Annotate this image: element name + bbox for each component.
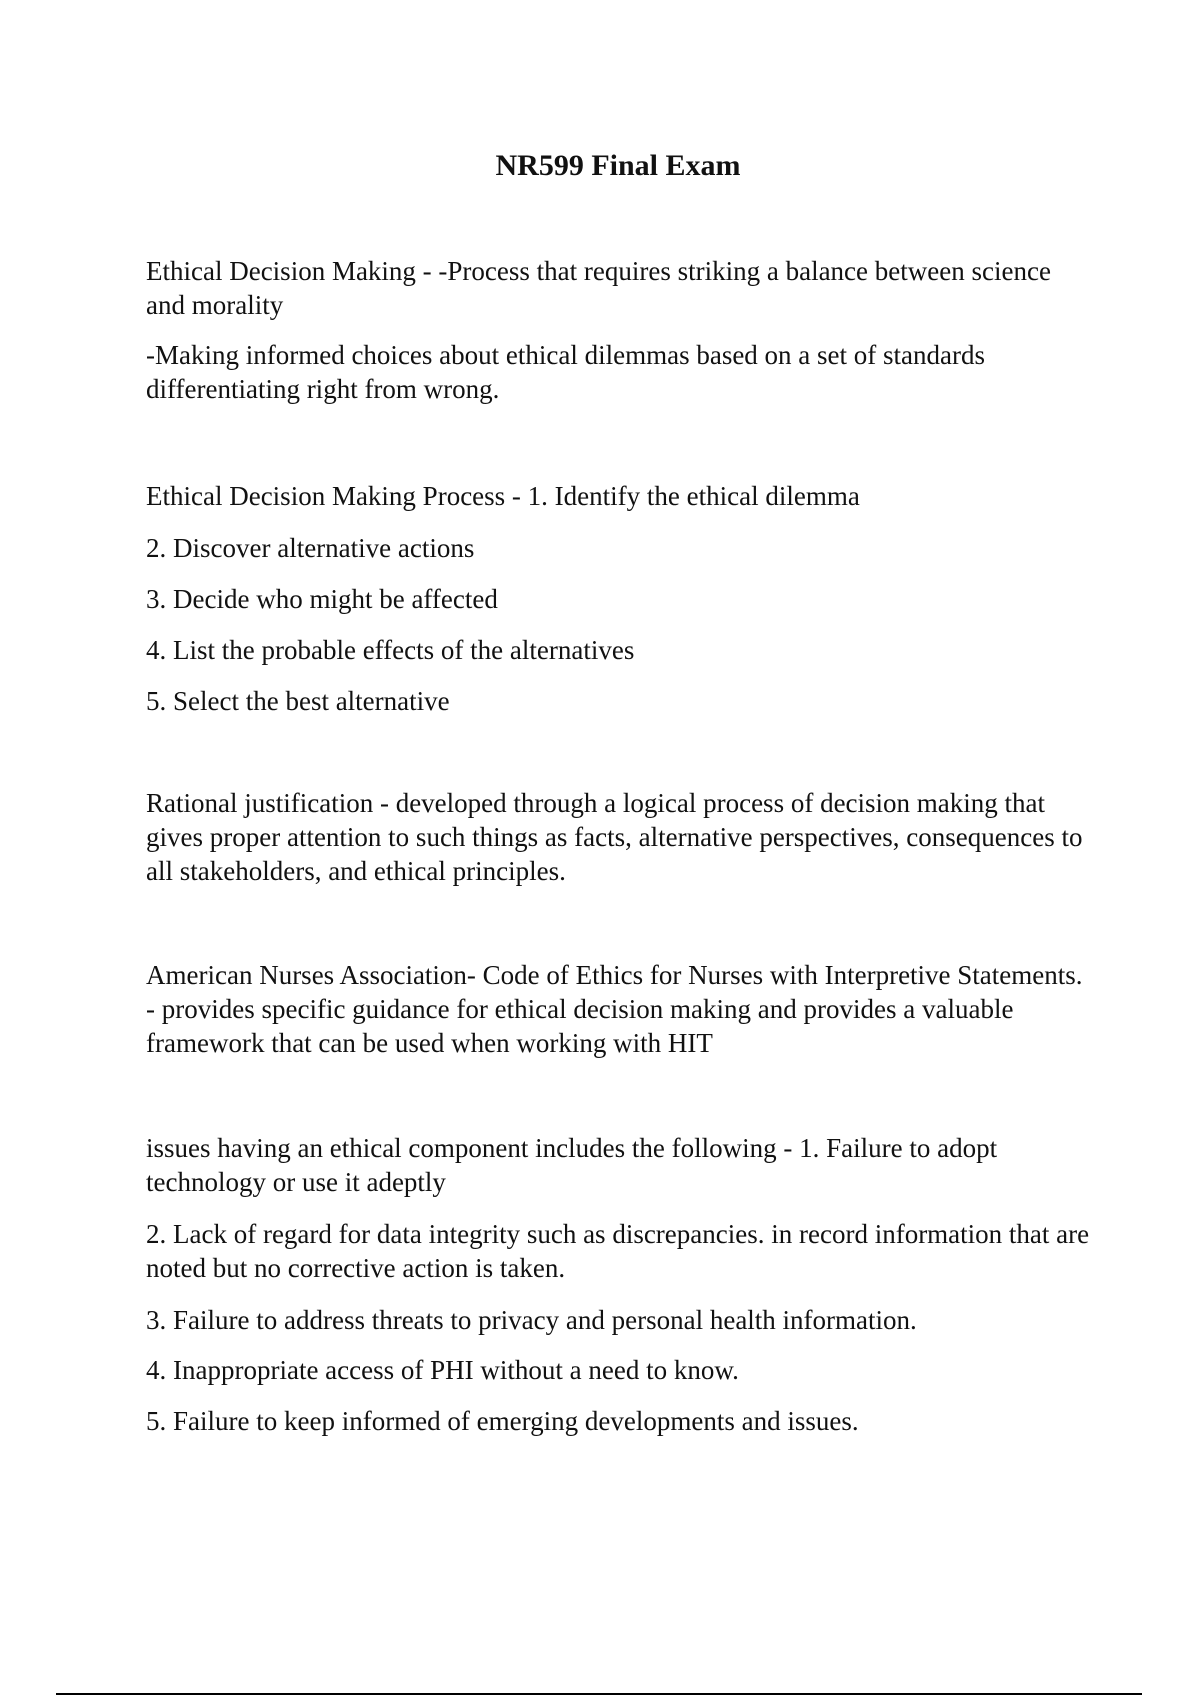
paragraph: American Nurses Association- Code of Ethics for Nurses with Interpretive Statements. - provides specific guidance for ethical decision making and provides a valuable framework that can be used when working with HIT [146, 960, 1083, 1058]
list-item: 3. Failure to address threats to privacy and personal health information. [146, 1305, 917, 1335]
paragraph: issues having an ethical component includes the following - 1. Failure to adopt technology or use it adeptly [146, 1133, 998, 1197]
list-item: 4. List the probable effects of the alternatives [146, 635, 635, 665]
section-ethical-issues [146, 1131, 1096, 1438]
section-ethical-decision-making [146, 254, 1096, 406]
section-ana-code-of-ethics [146, 958, 1096, 1060]
paragraph: -Making informed choices about ethical dilemmas based on a set of standards differentiating right from wrong. [146, 340, 986, 404]
section-rational-justification [146, 786, 1096, 888]
list-item: 4. Inappropriate access of PHI without a need to know. [146, 1355, 739, 1385]
list-item: 5. Select the best alternative [146, 686, 450, 716]
paragraph: Rational justification - developed through a logical process of decision making that gives proper attention to such things as facts, alternative perspectives, consequences to all stakeholders, and ethical principles. [146, 788, 1083, 886]
section-decision-process [146, 479, 1096, 718]
paragraph: 2. Lack of regard for data integrity such as discrepancies. in record information that are noted but no corrective action is taken. [146, 1219, 1090, 1283]
paragraph: Ethical Decision Making - -Process that requires striking a balance between science and morality [146, 256, 1051, 320]
list-item: 3. Decide who might be affected [146, 584, 498, 614]
footer-divider [56, 1693, 1142, 1695]
list-item: 5. Failure to keep informed of emerging developments and issues. [146, 1406, 859, 1436]
list-item: Ethical Decision Making Process - 1. Identify the ethical dilemma [146, 481, 860, 511]
page-title: NR599 Final Exam [495, 149, 741, 182]
list-item: 2. Discover alternative actions [146, 533, 475, 563]
